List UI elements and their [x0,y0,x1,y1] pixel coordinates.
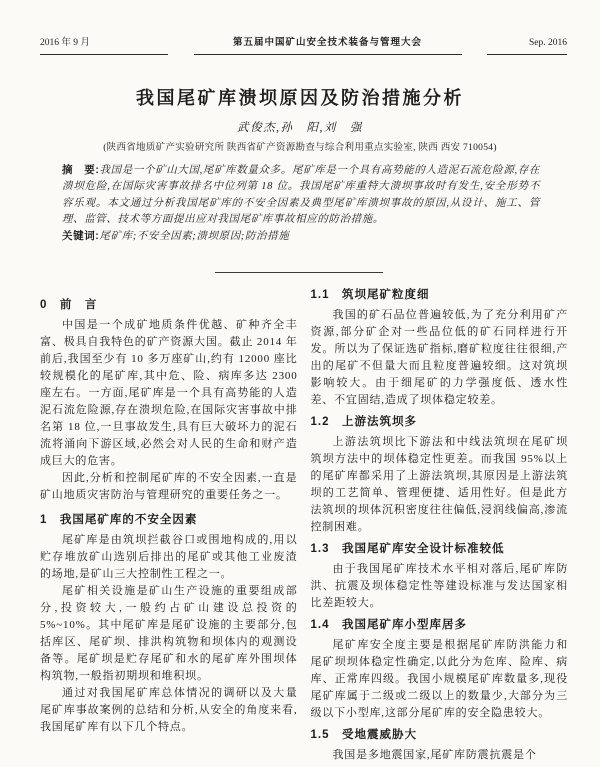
right-column [311,287,569,767]
section-1-paragraph-2: 尾矿相关设施是矿山生产设施的重要组成部分,投资较大,一般约占矿山建设总投资的 5%~10%。其中尾矿库是尾矿设施的主要部分,包括库区、尾矿坝、排洪构筑物和坝体内的观测设备等。尾矿坝是贮存尾矿和水的尾矿库外围坝体构筑物,一般指初期坝和堆积坝。 [40,585,298,682]
section-1-4-body: 尾矿库安全度主要是根据尾矿库防洪能力和尾矿坝坝体稳定性确定,以此分为危库、险库、病库、正常库四级。我国小规模尾矿库数量多,现役尾矿库属于二级或二级以上的数量少,大部分为三级以下小型库,这部分尾矿库的安全隐患较大。 [310,639,568,719]
page-header [40,34,567,55]
section-1-paragraph-3: 通过对我国尾矿库总体情况的调研以及大量尾矿库事故案例的总结和分析,从安全的角度来看,我国尾矿库有以下几个特点。 [40,687,298,733]
abstract-label: 摘 要: [62,164,100,176]
header-date-cn: 2016 年 9 月 [40,34,168,55]
section-1-2-heading: 1.2 上游法筑坝多 [310,416,417,428]
affiliation-line: (陕西省地质矿产实验研究所 陕西省矿产资源勘查与综合利用重点实验室, 陕西 西安 710054) [103,143,497,153]
section-0-heading: 0 前 言 [40,299,98,311]
body-columns [40,287,568,767]
header-conference-title: 第五届中国矿山安全技术装备与管理大会 [194,34,462,55]
paper-title: 我国尾矿库溃坝原因及防治措施分析 [136,88,464,108]
left-column [40,287,298,767]
abstract-block [62,162,540,245]
abstract-text: 我国是一个矿山大国,尾矿库数量众多。尾矿库是一个具有高势能的人造泥石流危险源,存在溃坝危险,在国际灾害事故排名中位列第 18 位。我国尾矿库重特大溃坝事故时有发生,安全形势不容乐观。本文通过分析我国尾矿库的不安全因素及典型尾矿库溃坝事故的原因,从设计、施工、管理、监管、技术等方面提出应对我国尾矿库事故相应的防治措施。 [62,165,540,225]
authors-line: 武俊杰,孙 阳,刘 强 [237,122,363,134]
section-1-heading: 1 我国尾矿库的不安全因素 [40,514,198,526]
intro-paragraph-2: 因此,分析和控制尾矿库的不安全因素,一直是矿山地质灾害防治与管理研究的重要任务之一。 [40,472,298,501]
section-1-3-body: 由于我国尾矿库技术水平相对落后,尾矿库防洪、抗震及坝体稳定性等建设标准与发达国家相比差距较大。 [310,563,568,609]
section-1-3-heading: 1.3 我国尾矿库安全设计标准较低 [310,543,505,555]
section-1-5-heading: 1.5 受地震威胁大 [310,729,417,741]
header-date-en: Sep. 2016 [487,38,567,55]
section-1-1-heading: 1.1 筑坝尾矿粒度细 [310,289,430,301]
section-1-paragraph-1: 尾矿库是由筑坝拦截谷口或围地构成的,用以贮存堆放矿山选别后排出的尾矿或其他工业废渣的场地,是矿山三大控制性工程之一。 [40,534,298,580]
abstract-paragraph [62,162,540,228]
section-1-5-body: 我国是多地震国家,尾矿库防震抗震是个 [332,749,537,761]
section-1-2-body: 上游法筑坝比下游法和中线法筑坝在尾矿坝筑坝方法中的坝体稳定性更差。而我国 95%以上的尾矿库都采用了上游法筑坝,其原因是上游法筑坝的工艺简单、管理便捷、适用性好。但是此方法筑坝的坝体沉积密度往往偏低,浸润线偏高,渗流控制困难。 [310,436,568,533]
section-1-1-body: 我国的矿石品位普遍较低,为了充分利用矿产资源,部分矿企对一些品位低的矿石同样进行开发。所以为了保证选矿指标,磨矿粒度往往很细,产出的尾矿不但量大而且粒度普遍较细。这对筑坝影响较大。由于细尾矿的力学强度低、透水性差、不宜固结,造成了坝体稳定较差。 [310,309,568,406]
keywords-label: 关键词: [62,230,100,243]
intro-paragraph-1: 中国是一个成矿地质条件优越、矿种齐全丰富、极具自我特色的矿产资源大国。截止 2014 年前后,我国至少有 10 多万座矿山,约有 12000 座比较规模化的尾矿库,其中危、险、病库多达 2300 座左右。一方面,尾矿库是一个具有高势能的人造泥石流危险源,存在溃坝危险,在国际灾害事故中排名第 18 位,一旦事故发生,具有巨大破坏力的泥石流将涌向下游区域,必然会对人民的生命和财产造成巨大的危害。 [40,319,298,467]
title-body-divider [215,272,383,273]
section-1-4-heading: 1.4 我国尾矿库小型库居多 [310,619,467,631]
keywords-text: 尾矿库;不安全因素;溃坝原因;防治措施 [99,231,290,243]
keywords-paragraph [62,228,540,245]
